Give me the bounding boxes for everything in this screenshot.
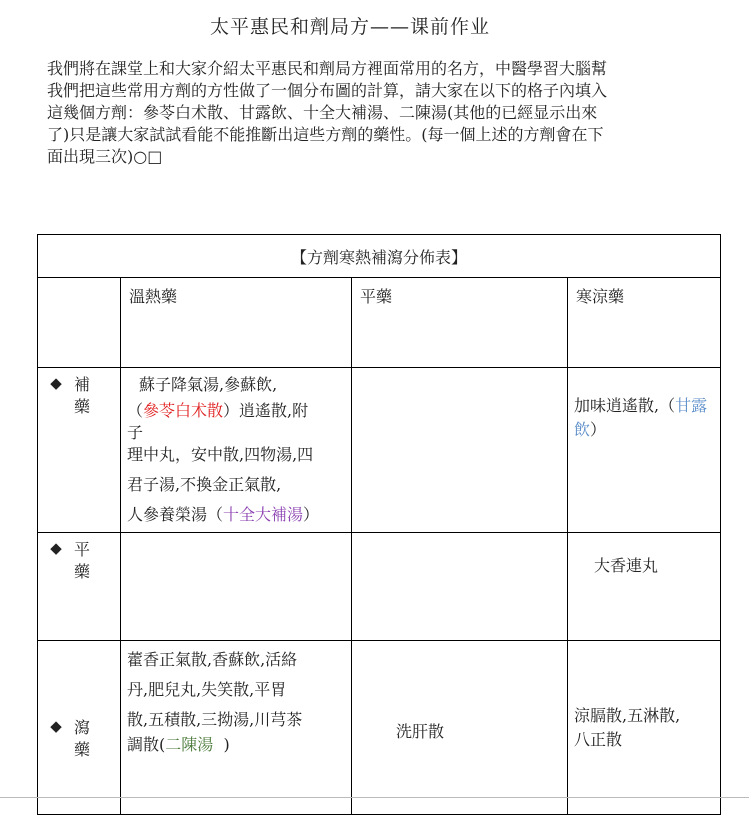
intro-line: 面出現三次)○□	[47, 147, 163, 166]
intro-paragraph	[47, 58, 687, 168]
cell-xie-neutral	[352, 641, 568, 815]
page-bottom-divider	[0, 797, 749, 798]
cell-ping-neutral	[352, 533, 568, 641]
cell-line: （參苓白术散）逍遙散,附	[127, 401, 309, 420]
answer-shiquan-dabu: 十全大補湯	[223, 505, 304, 524]
header-warm: 溫熱藥	[121, 278, 352, 368]
header-cold: 寒涼藥	[568, 278, 721, 368]
row-label-char: 藥	[74, 397, 91, 416]
cell-line: 大香連丸	[594, 556, 659, 575]
cell-line: 八正散	[574, 729, 623, 749]
cell-line: 蘇子降氣湯,參蘇飲,	[139, 375, 278, 394]
row-label-char: 瀉	[74, 717, 91, 737]
cell-line: 理中丸，安中散,四物湯,四	[127, 445, 314, 464]
intro-line: 我們將在課堂上和大家介紹太平惠民和劑局方裡面常用的名方，中醫學習大腦幫	[47, 59, 608, 78]
answer-ganlu-yin: 甘露飲	[574, 396, 708, 439]
cell-line: 涼膈散,五淋散,	[574, 705, 681, 725]
cell-bu-warm	[121, 368, 352, 533]
cell-ping-warm	[121, 533, 352, 641]
diamond-bullet-icon: ◆	[50, 716, 62, 735]
cell-bu-cold	[568, 368, 721, 533]
intro-line: 我們把這些常用方劑的方性做了一個分布圖的計算，請大家在以下的格子內填入	[47, 81, 608, 100]
intro-line: 這幾個方劑：參苓白术散、甘露飲、十全大補湯、二陳湯(其他的已經显示出來	[47, 103, 598, 122]
cell-line: 君子湯,不換金正氣散,	[127, 475, 282, 494]
cell-bu-neutral	[352, 368, 568, 533]
header-neutral: 平藥	[352, 278, 568, 368]
page-title: 太平惠民和劑局方——课前作业	[209, 16, 490, 38]
answer-erchen-tang: 二陳湯	[165, 735, 214, 754]
cell-line: 藿香正氣散,香蘇飲,活絡	[127, 650, 298, 669]
row-label-char: 補	[74, 375, 91, 394]
row-label-char: 平	[74, 540, 91, 559]
cell-line: 調散(二陳湯 )	[127, 735, 230, 754]
row-label-xie	[38, 641, 121, 815]
table-caption: 【方劑寒熱補瀉分佈表】	[38, 235, 721, 278]
distribution-table	[37, 234, 721, 815]
header-corner	[38, 278, 121, 368]
cell-xie-cold	[568, 641, 721, 815]
cell-line: 人參養榮湯（十全大補湯）	[127, 505, 320, 524]
cell-line: 洗肝散	[396, 721, 445, 741]
row-label-bu	[38, 368, 121, 533]
cell-line: 加味逍遙散,（甘露飲）	[574, 396, 708, 439]
cell-line: 丹,肥兒丸,失笑散,平胃	[127, 680, 287, 699]
row-label-ping	[38, 533, 121, 641]
diamond-bullet-icon: ◆	[50, 374, 62, 392]
intro-line: 了)只是讓大家試試看能不能推斷出這些方劑的藥性。(每一個上述的方劑會在下	[47, 125, 604, 144]
cell-xie-warm	[121, 641, 352, 815]
cell-line: 散,五積散,三拗湯,川芎茶	[127, 710, 303, 729]
cell-line: 子	[127, 423, 144, 442]
row-label-char: 藥	[74, 562, 91, 581]
cell-ping-cold	[568, 533, 721, 641]
answer-shenling-baizhu: 參苓白术散	[143, 401, 224, 420]
diamond-bullet-icon: ◆	[50, 539, 62, 557]
row-label-char: 藥	[74, 739, 91, 759]
